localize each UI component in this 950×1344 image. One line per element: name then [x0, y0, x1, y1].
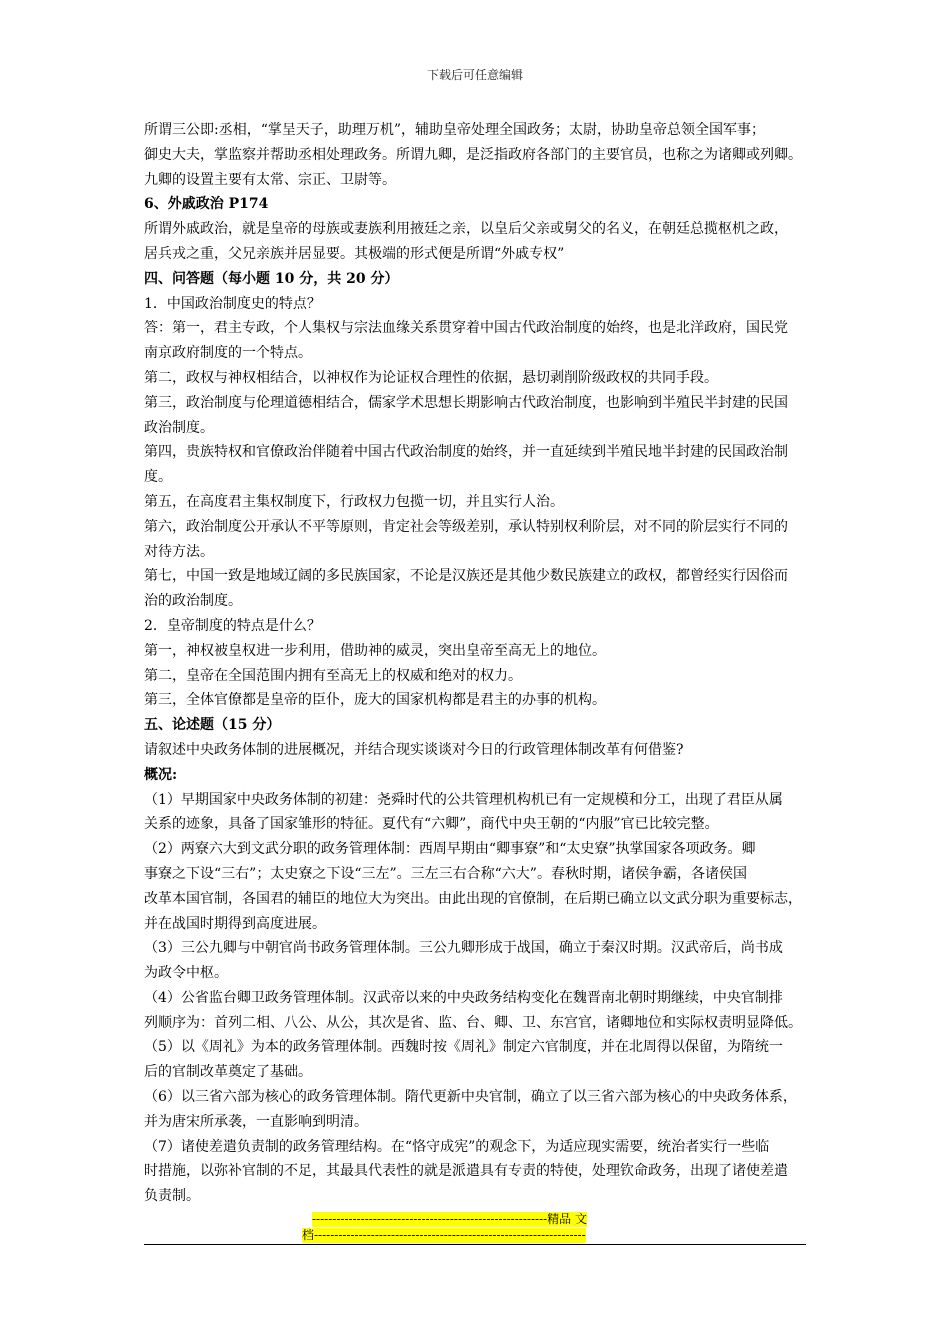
paragraph-line: 2．皇帝制度的特点是什么？	[144, 617, 321, 634]
paragraph-line: 关系的迹象，具备了国家雏形的特征。夏代有“六卿”，商代中央王朝的“内服”官已比较完整。	[144, 816, 719, 833]
page-header: 下载后可任意编辑	[426, 68, 523, 82]
paragraph-line: 改革本国官制，各国君的辅臣的地位大为突出。由此出现的官僚制，在后期已确立以文武分职为重要标志，	[144, 890, 802, 907]
footer-highlight-line-2: 档-------------------------------------------------------------------	[302, 1228, 586, 1242]
paragraph-line: 南京政府制度的一个特点。	[144, 345, 312, 362]
paragraph-line: 第五，在高度君主集权制度下，行政权力包揽一切，并且实行人治。	[144, 493, 564, 510]
paragraph-line: 第二，皇帝在全国范围内拥有至高无上的权威和绝对的权力。	[144, 667, 522, 684]
paragraph-line: 所谓三公即:丞相，“掌呈天子，助理万机”，辅助皇帝处理全国政务；太尉，协助皇帝总领全国军事；	[144, 122, 766, 138]
footer-highlight-line-1: ----------------------------------------------------------精品 文	[312, 1212, 587, 1226]
paragraph-line: 御史大夫，掌监察并帮助丞相处理政务。所谓九卿，是泛指政府各部门的主要官员，也称之为诸卿或列卿。	[144, 146, 802, 163]
paragraph-line: （5）以《周礼》为本的政务管理体制。西魏时按《周礼》制定六官制度，并在北周得以保留，为隋统一	[144, 1039, 783, 1056]
paragraph-line: （2）两寮六大到文武分职的政务管理体制：西周早期由“卿事寮”和“太史寮”执掌国家各项政务。卿	[144, 841, 756, 858]
paragraph-line: 治的政治制度。	[144, 593, 242, 610]
paragraph-line: 并在战国时期得到高度进展。	[144, 915, 326, 932]
paragraph-line: （4）公省监台卿卫政务管理体制。汉武帝以来的中央政务结构变化在魏晋南北朝时期继续，中央官制排	[144, 989, 783, 1006]
paragraph-line: 答：第一，君主专政，个人集权与宗法血缘关系贯穿着中国古代政治制度的始终，也是北洋政府，国民党	[144, 320, 788, 337]
paragraph-line: 所谓外戚政治，就是皇帝的母族或妻族利用掖廷之亲，以皇后父亲或舅父的名义，在朝廷总揽枢机之政，	[144, 221, 788, 238]
paragraph-line: （1）早期国家中央政务体制的初建：尧舜时代的公共管理机构机已有一定规模和分工，出现了君臣从属	[144, 791, 783, 808]
paragraph-line: 时措施，以弥补官制的不足，其最具代表性的就是派遣具有专责的特使，处理钦命政务，出现了诸使差遣	[144, 1163, 788, 1180]
paragraph-line: 九卿的设置主要有太常、宗正、卫尉等。	[144, 171, 396, 188]
section-heading: 四、问答题（每小题 10 分，共 20 分）	[144, 270, 399, 287]
paragraph-line: 第三，政治制度与伦理道德相结合，儒家学术思想长期影响古代政治制度，也影响到半殖民半封建的民国	[144, 394, 788, 411]
paragraph-line: 1．中国政治制度史的特点？	[144, 295, 321, 312]
paragraph-line: （3）三公九卿与中朝官尚书政务管理体制。三公九卿形成于战国，确立于秦汉时期。汉武帝后，尚书成	[144, 940, 783, 957]
paragraph-line: 政治制度。	[144, 419, 214, 436]
paragraph-line: 第七，中国一致是地域辽阔的多民族国家，不论是汉族还是其他少数民族建立的政权，都曾经实行因俗而	[144, 568, 788, 585]
paragraph-line: 事寮之下设“三右”；太史寮之下设“三左”。三左三右合称“六大”。春秋时期，诸侯争霸，各诸侯国	[144, 865, 747, 882]
paragraph-line: （6）以三省六部为核心的政务管理体制。隋代更新中央官制，确立了以三省六部为核心的中央政务体系，	[144, 1089, 797, 1106]
paragraph-line: 居兵戎之重，父兄亲族并居显要。其极端的形式便是所谓“外戚专权”	[144, 245, 565, 262]
paragraph-line: 第三，全体官僚都是皇帝的臣仆，庞大的国家机构都是君主的办事的机构。	[144, 692, 606, 709]
paragraph-line: 列顺序为：首列二相、八公、从公，其次是省、监、台、卿、卫、东宫官，诸卿地位和实际权责明显降低。	[144, 1014, 802, 1031]
paragraph-line: 并为唐宋所承袭，一直影响到明清。	[144, 1113, 368, 1130]
paragraph-line: 第一，神权被皇权进一步利用，借助神的威灵，突出皇帝至高无上的地位。	[144, 642, 606, 659]
paragraph-line: 对待方法。	[144, 543, 214, 560]
section-heading: 概况:	[144, 766, 178, 783]
section-heading: 五、论述题（15 分）	[144, 717, 281, 734]
paragraph-line: 第四，贵族特权和官僚政治伴随着中国古代政治制度的始终，并一直延续到半殖民地半封建的民国政治制	[144, 444, 788, 461]
paragraph-line: 第二，政权与神权相结合，以神权作为论证权合理性的依据，悬切剥削阶级政权的共同手段。	[144, 369, 718, 386]
footer-divider	[144, 1244, 806, 1245]
paragraph-line: 后的官制改革奠定了基础。	[144, 1064, 312, 1081]
paragraph-line: 负责制。	[144, 1188, 200, 1205]
paragraph-line: （7）诸使差遣负责制的政务管理结构。在“恪守成宪”的观念下，为适应现实需要，统治者实行一些临	[144, 1138, 770, 1155]
paragraph-line: 请叙述中央政务体制的进展概况，并结合现实谈谈对今日的行政管理体制改革有何借鉴?	[144, 741, 684, 758]
paragraph-line: 第六，政治制度公开承认不平等原则，肯定社会等级差别，承认特别权利阶层，对不同的阶层实行不同的	[144, 518, 788, 535]
paragraph-line: 为政令中枢。	[144, 965, 228, 982]
section-heading: 6、外戚政治 P174	[144, 196, 269, 213]
paragraph-line: 度。	[144, 469, 172, 486]
document-body	[144, 118, 814, 1209]
